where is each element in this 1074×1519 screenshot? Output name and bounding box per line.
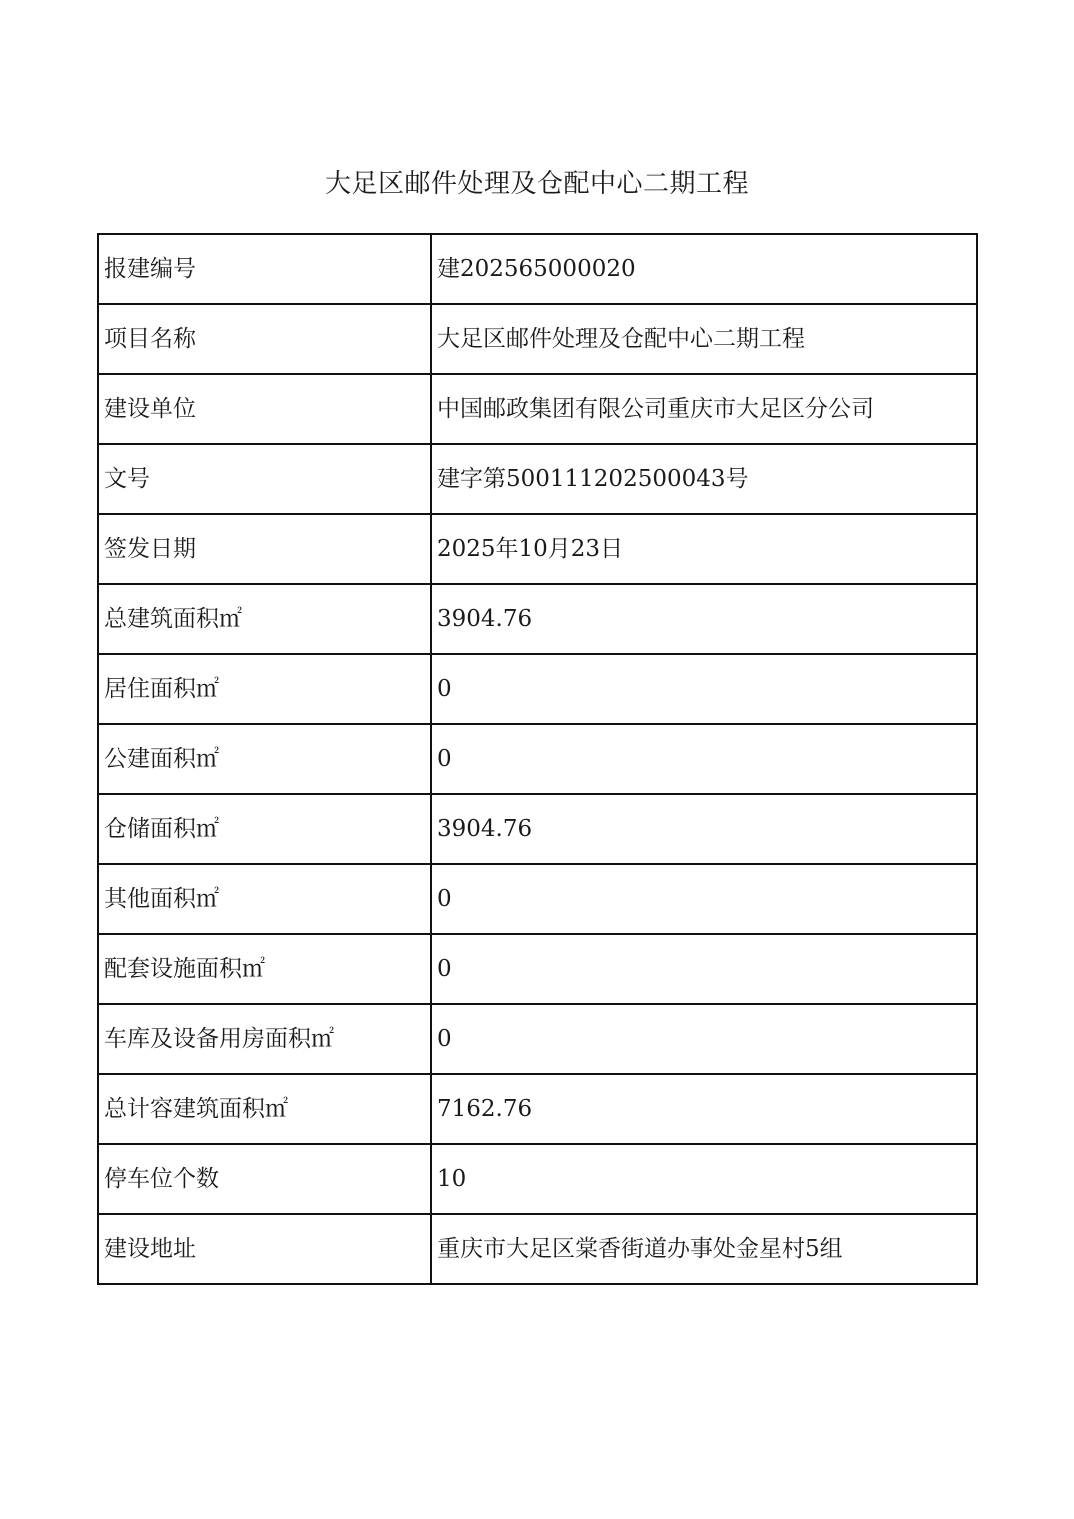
row-value-residential-area: 0 <box>431 654 977 724</box>
row-value-garage-equipment-area: 0 <box>431 1004 977 1074</box>
row-label-supporting-facility-area: 配套设施面积㎡ <box>98 934 431 1004</box>
row-value-document-number: 建字第500111202500043号 <box>431 444 977 514</box>
row-value-builder: 中国邮政集团有限公司重庆市大足区分公司 <box>431 374 977 444</box>
table-row <box>98 934 977 1004</box>
row-value-construction-address: 重庆市大足区棠香街道办事处金星村5组 <box>431 1214 977 1284</box>
document-title: 大足区邮件处理及仓配中心二期工程 <box>324 169 749 199</box>
row-label-residential-area: 居住面积㎡ <box>98 654 431 724</box>
row-label-construction-address: 建设地址 <box>98 1214 431 1284</box>
row-label-builder: 建设单位 <box>98 374 431 444</box>
table-row <box>98 514 977 584</box>
table-row <box>98 1004 977 1074</box>
row-value-storage-area: 3904.76 <box>431 794 977 864</box>
row-value-supporting-facility-area: 0 <box>431 934 977 1004</box>
row-label-public-building-area: 公建面积㎡ <box>98 724 431 794</box>
row-value-parking-spaces: 10 <box>431 1144 977 1214</box>
row-label-issue-date: 签发日期 <box>98 514 431 584</box>
row-label-permit-number: 报建编号 <box>98 234 431 304</box>
table-row <box>98 724 977 794</box>
row-value-other-area: 0 <box>431 864 977 934</box>
table-row <box>98 654 977 724</box>
row-value-issue-date: 2025年10月23日 <box>431 514 977 584</box>
row-value-public-building-area: 0 <box>431 724 977 794</box>
row-label-storage-area: 仓储面积㎡ <box>98 794 431 864</box>
table-row <box>98 304 977 374</box>
row-label-garage-equipment-area: 车库及设备用房面积㎡ <box>98 1004 431 1074</box>
table-row <box>98 794 977 864</box>
row-label-total-floor-area: 总建筑面积㎡ <box>98 584 431 654</box>
row-label-total-plot-ratio-area: 总计容建筑面积㎡ <box>98 1074 431 1144</box>
row-value-total-floor-area: 3904.76 <box>431 584 977 654</box>
table-row <box>98 1144 977 1214</box>
table-row <box>98 864 977 934</box>
table-row <box>98 374 977 444</box>
table-row <box>98 1074 977 1144</box>
row-label-project-name: 项目名称 <box>98 304 431 374</box>
table-row <box>98 234 977 304</box>
table-row <box>98 584 977 654</box>
row-value-project-name: 大足区邮件处理及仓配中心二期工程 <box>431 304 977 374</box>
row-label-parking-spaces: 停车位个数 <box>98 1144 431 1214</box>
row-label-document-number: 文号 <box>98 444 431 514</box>
row-label-other-area: 其他面积㎡ <box>98 864 431 934</box>
table-row <box>98 444 977 514</box>
table-row <box>98 1214 977 1284</box>
project-info-table <box>97 233 978 1285</box>
row-value-permit-number: 建202565000020 <box>431 234 977 304</box>
row-value-total-plot-ratio-area: 7162.76 <box>431 1074 977 1144</box>
